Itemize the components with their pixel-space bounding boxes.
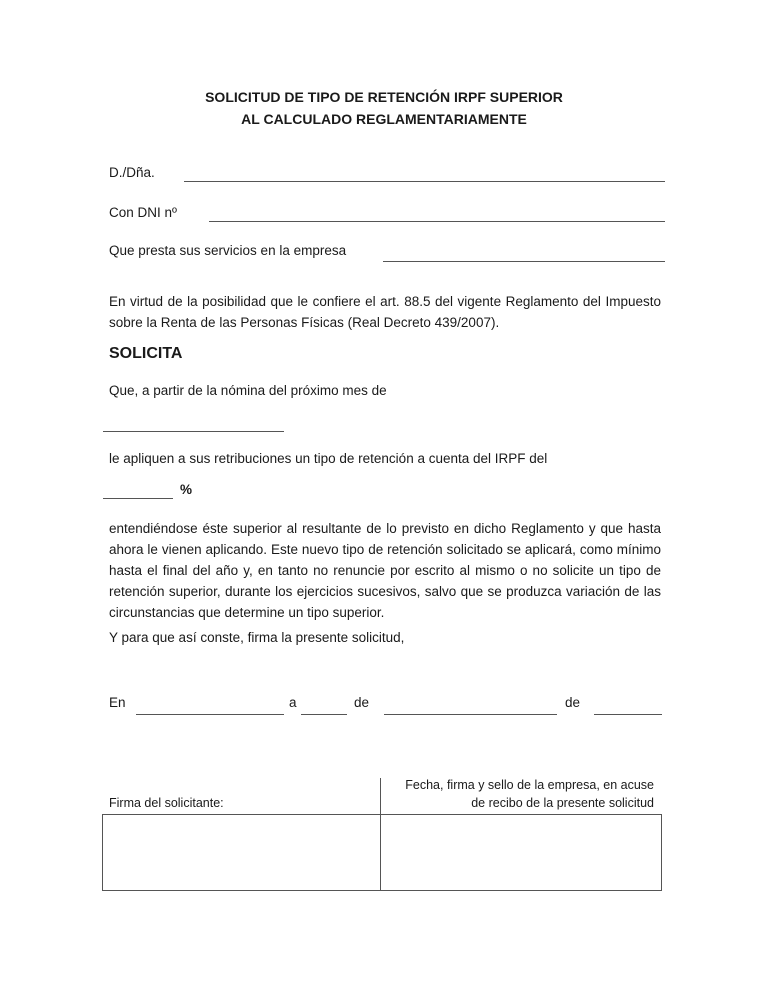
company-signature-label-line1: Fecha, firma y sello de la empresa, en acuse <box>405 778 654 792</box>
dni-field-line[interactable] <box>209 221 665 222</box>
dni-label: Con DNI nº <box>109 205 177 220</box>
date-a-label: a <box>289 695 297 710</box>
date-de2-label: de <box>565 695 581 710</box>
rate-text: le apliquen a sus retribuciones un tipo de retención a cuenta del IRPF del <box>109 451 548 466</box>
solicita-heading: SOLICITA <box>109 345 183 362</box>
applicant-signature-area[interactable] <box>103 815 380 890</box>
company-field-line[interactable] <box>383 261 665 262</box>
intro-paragraph: En virtud de la posibilidad que le confiere el art. 88.5 del vigente Reglamento del Impuesto sobre la Renta de las Personas Físicas (Real Decreto 439/2007). <box>109 294 661 330</box>
body-paragraph: entendiéndose éste superior al resultante de lo previsto en dicho Reglamento y que hasta ahora le vienen aplicando. Este nuevo tipo de retención solicitado se aplicará, como mínimo hasta el final del año y, en tanto no renuncie por escrito al mismo o no solicite un tipo de retención superior, durante los ejercicios sucesivos, salvo que se produzca variación de las circunstancias que determine un tipo superior. <box>109 521 661 620</box>
date-place-line[interactable] <box>136 714 284 715</box>
percent-sign: % <box>180 482 193 497</box>
closing-text: Y para que así conste, firma la presente solicitud, <box>109 630 405 645</box>
date-year-line[interactable] <box>594 714 662 715</box>
date-day-line[interactable] <box>301 714 347 715</box>
document-title-line2: AL CALCULADO REGLAMENTARIAMENTE <box>241 111 527 127</box>
date-de1-label: de <box>354 695 370 710</box>
name-label: D./Dña. <box>109 165 155 180</box>
signature-box <box>102 814 662 891</box>
percent-field-line[interactable] <box>103 498 173 499</box>
applicant-signature-label: Firma del solicitante: <box>109 796 224 810</box>
month-text: Que, a partir de la nómina del próximo mes de <box>109 383 387 398</box>
date-en-label: En <box>109 695 126 710</box>
name-field-line[interactable] <box>184 181 665 182</box>
company-signature-label-line2: de recibo de la presente solicitud <box>471 796 654 810</box>
company-label: Que presta sus servicios en la empresa <box>109 243 347 258</box>
date-month-line[interactable] <box>384 714 557 715</box>
document-title-line1: SOLICITUD DE TIPO DE RETENCIÓN IRPF SUPERIOR <box>205 89 563 105</box>
month-field-line[interactable] <box>103 431 284 432</box>
company-signature-area[interactable] <box>381 815 661 890</box>
